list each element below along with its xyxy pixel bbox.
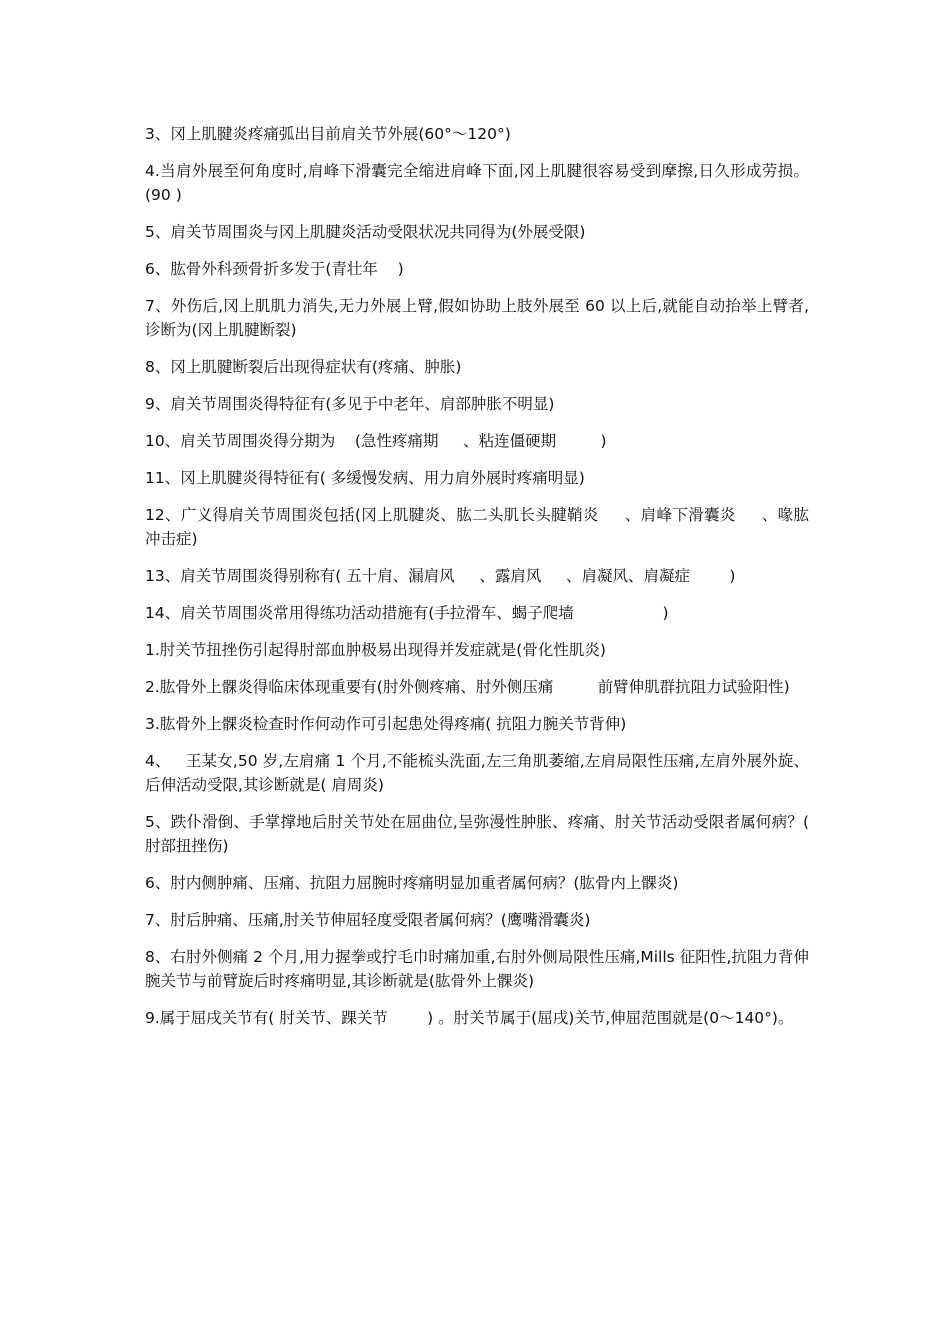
paragraph-q4-subacromial-bursa: 4.当肩外展至何角度时,肩峰下滑囊完全缩进肩峰下面,冈上肌腱很容易受到摩擦,日久形成劳损。(90 ) [145, 162, 809, 204]
paragraph-q12-broad-periarthritis: 12、广义得肩关节周围炎包括(冈上肌腱炎、肱二头肌长头腱鞘炎 、肩峰下滑囊炎 、喙肱冲击症) [145, 506, 809, 548]
paragraph-elbow-q6: 6、肘内侧肿痛、压痛、抗阻力屈腕时疼痛明显加重者属何病？(肱骨内上髁炎) [145, 874, 679, 892]
paragraph-elbow-q3: 3.肱骨外上髁炎检查时作何动作可引起患处得疼痛( 抗阻力腕关节背伸) [145, 715, 627, 733]
paragraph-elbow-q8-case: 8、右肘外侧痛 2 个月,用力握拳或拧毛巾时痛加重,右肘外侧局限性压痛,Mills 征阳性,抗阻力背伸腕关节与前臂旋后时疼痛明显,其诊断就是(肱骨外上髁炎) [145, 948, 809, 990]
paragraph-elbow-q1: 1.肘关节扭挫伤引起得肘部血肿极易出现得并发症就是(骨化性肌炎) [145, 641, 606, 659]
paragraph-q3-supraspinatus: 3、冈上肌腱炎疼痛弧出目前肩关节外展(60°～120°) [145, 125, 511, 143]
paragraph-q7-tendon-rupture: 7、外伤后,冈上肌肌力消失,无力外展上臂,假如协助上肢外展至 60 以上后,就能自动抬举上臂者,诊断为(冈上肌腱断裂) [145, 297, 809, 339]
paragraph-q8-rupture-symptoms: 8、冈上肌腱断裂后出现得症状有(疼痛、肿胀) [145, 358, 462, 376]
paragraph-q13-alias: 13、肩关节周围炎得别称有( 五十肩、漏肩风 、露肩风 、肩凝风、肩凝症 ) [145, 567, 736, 585]
paragraph-elbow-q5: 5、跌仆滑倒、手掌撑地后肘关节处在屈曲位,呈弥漫性肿胀、疼痛、肘关节活动受限者属何病？( 肘部扭挫伤) [145, 813, 814, 855]
paragraph-elbow-q2: 2.肱骨外上髁炎得临床体现重要有(肘外侧疼痛、肘外侧压痛 前臂伸肌群抗阻力试验阳性) [145, 678, 790, 696]
paragraph-q11-tendinitis-features: 11、冈上肌腱炎得特征有( 多缓慢发病、用力肩外展时疼痛明显) [145, 469, 585, 487]
paragraph-elbow-q9-hinge-joint: 9.属于屈戌关节有( 肘关节、踝关节 ) 。肘关节属于(屈戌)关节,伸屈范围就是(0～140°)。 [145, 1009, 794, 1027]
paragraph-q10-stages: 10、肩关节周围炎得分期为 (急性疼痛期 、粘连僵硬期 ) [145, 432, 607, 450]
paragraph-elbow-q4-case: 4、 王某女,50 岁,左肩痛 1 个月,不能梳头洗面,左三角肌萎缩,左肩局限性压痛,左肩外展外旋、后伸活动受限,其诊断就是( 肩周炎) [145, 752, 809, 794]
paragraph-q9-periarthritis-features: 9、肩关节周围炎得特征有(多见于中老年、肩部肿胀不明显) [145, 395, 555, 413]
document-page [145, 122, 814, 1043]
paragraph-q6-humerus-fracture: 6、肱骨外科颈骨折多发于(青壮年 ) [145, 260, 404, 278]
paragraph-q14-exercises: 14、肩关节周围炎常用得练功活动措施有(手拉滑车、蝎子爬墙 ) [145, 604, 669, 622]
paragraph-elbow-q7: 7、肘后肿痛、压痛,肘关节伸屈轻度受限者属何病？(鹰嘴滑囊炎) [145, 911, 591, 929]
paragraph-q5-abduction-limit: 5、肩关节周围炎与冈上肌腱炎活动受限状况共同得为(外展受限) [145, 223, 586, 241]
